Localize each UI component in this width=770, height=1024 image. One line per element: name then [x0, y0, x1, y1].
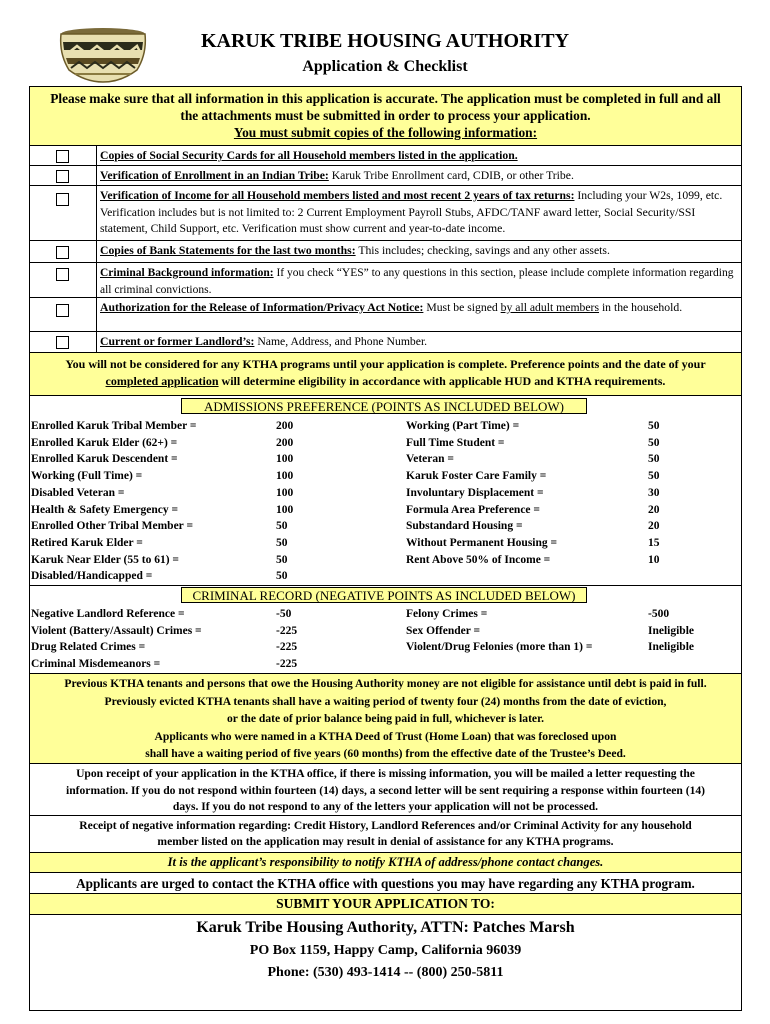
admissions-right-labels: Working (Part Time) = Full Time Student = Veteran = Karuk Foster Care Family = Involuntary Displacement = Formula Area Preference = Substandard Housing = Without Permanent Housing = Rent Above 50% of Income =	[406, 420, 558, 566]
checklist-item-income: Verification of Income for all Household members listed and most recent 2 years of tax returns: Including your W2s, 1099, etc. Verification includes but is not limited to: 2 Current Employment Payroll Stubs, AFDC/TANF award letter, Social Security/SSI statement, Child Support, etc. Verification must show current and year-to-date income.	[30, 185, 741, 240]
checkbox[interactable]	[56, 246, 69, 259]
criminal-right-labels: Felony Crimes = Sex Offender = Violent/Drug Felonies (more than 1) =	[406, 608, 593, 654]
recipient-name: Karuk Tribe Housing Authority, ATTN: Patches Marsh	[196, 919, 575, 936]
basket-logo-icon	[55, 24, 151, 84]
intro-line: the attachments must be submitted in order to process your application.	[180, 108, 591, 123]
mailing-address	[30, 914, 741, 1010]
divider	[30, 395, 741, 396]
criminal-left-labels: Negative Landlord Reference = Violent (Battery/Assault) Crimes = Drug Related Crimes = Criminal Misdemeanors =	[31, 608, 202, 671]
checklist-item-enrollment: Verification of Enrollment in an Indian Tribe: Karuk Tribe Enrollment card, CDIB, or other Tribe.	[30, 165, 741, 185]
phone-numbers: Phone: (530) 493-1414 -- (800) 250-5811	[267, 965, 504, 980]
checkbox[interactable]	[56, 193, 69, 206]
page-title: KARUK TRIBE HOUSING AUTHORITY	[200, 30, 570, 52]
negative-info-notice: Receipt of negative information regarding: Credit History, Landlord References and/or Criminal Activity for any household member listed on the application may result in denial of assistance for any KTHA programs.	[30, 815, 741, 851]
checklist-item-landlord: Current or former Landlord’s: Name, Address, and Phone Number.	[30, 331, 741, 352]
receipt-notice: Upon receipt of your application in the KTHA office, if there is missing information, you will be mailed a letter requesting the information. If you do not respond within fourteen (14) days, a second letter will be sent requiring a response within fourteen (14) days. If you do not respond to any of the letters your application will not be processed.	[30, 763, 741, 814]
checkbox[interactable]	[56, 336, 69, 349]
responsibility-notice: It is the applicant’s responsibility to notify KTHA of address/phone contact changes.	[30, 852, 741, 872]
divider	[30, 585, 741, 586]
completion-notice: You will not be considered for any KTHA programs until your application is complete. Preference points and the date of your completed application will determine eligibility in accordance with applicable HUD and KTHA requirements.	[30, 352, 741, 395]
checklist-item-criminal: Criminal Background information: If you check “YES” to any questions in this section, please include complete information regarding all criminal convictions.	[30, 262, 741, 297]
criminal-left-points: -50 -225 -225 -225	[276, 608, 298, 671]
intro-line: You must submit copies of the following information:	[233, 125, 538, 140]
intro-line: Please make sure that all information in this application is accurate. The application must be completed in full and all	[50, 91, 721, 106]
admissions-heading: ADMISSIONS PREFERENCE (POINTS AS INCLUDED BELOW)	[181, 398, 587, 414]
criminal-heading: CRIMINAL RECORD (NEGATIVE POINTS AS INCLUDED BELOW)	[181, 587, 587, 603]
checkbox[interactable]	[56, 304, 69, 317]
page-subtitle: Application & Checklist	[302, 58, 468, 75]
checklist-item-authorization: Authorization for the Release of Information/Privacy Act Notice: Must be signed by all adult members in the household.	[30, 297, 741, 331]
submit-heading: SUBMIT YOUR APPLICATION TO:	[30, 893, 741, 914]
admissions-right-points: 50 50 50 50 30 20 20 15 10	[648, 420, 660, 566]
checkbox[interactable]	[56, 150, 69, 163]
intro-instructions	[30, 87, 741, 145]
previous-tenants-notice: Previous KTHA tenants and persons that owe the Housing Authority money are not eligible for assistance until debt is paid in full. Previously evicted KTHA tenants shall have a waiting period of twenty four (24) months from the date of eviction, or the date of prior balance being paid in full, whichever is later. Applicants who were named in a KTHA Deed of Trust (Home Loan) that was foreclosed upon shall have a waiting period of five years (60 months) from the effective date of the Trustee’s Deed.	[30, 673, 741, 763]
checklist-item-bank: Copies of Bank Statements for the last two months: This includes; checking, savings and any other assets.	[30, 240, 741, 262]
checkbox[interactable]	[56, 268, 69, 281]
checklist-item-ssn: Copies of Social Security Cards for all Household members listed in the application.	[30, 145, 741, 165]
criminal-right-points: -500 Ineligible Ineligible	[648, 608, 695, 654]
contact-notice: Applicants are urged to contact the KTHA office with questions you may have regarding any KTHA program.	[30, 872, 741, 894]
admissions-left-labels: Enrolled Karuk Tribal Member = Enrolled Karuk Elder (62+) = Enrolled Karuk Descendent = Working (Full Time) = Disabled Veteran = Health & Safety Emergency = Enrolled Other Tribal Member = Retired Karuk Elder = Karuk Near Elder (55 to 61) = Disabled/Handicapped =	[31, 420, 197, 583]
checkbox[interactable]	[56, 170, 69, 183]
postal-address: PO Box 1159, Happy Camp, California 96039	[249, 943, 522, 958]
admissions-left-points: 200 200 100 100 100 100 50 50 50 50	[276, 420, 294, 583]
